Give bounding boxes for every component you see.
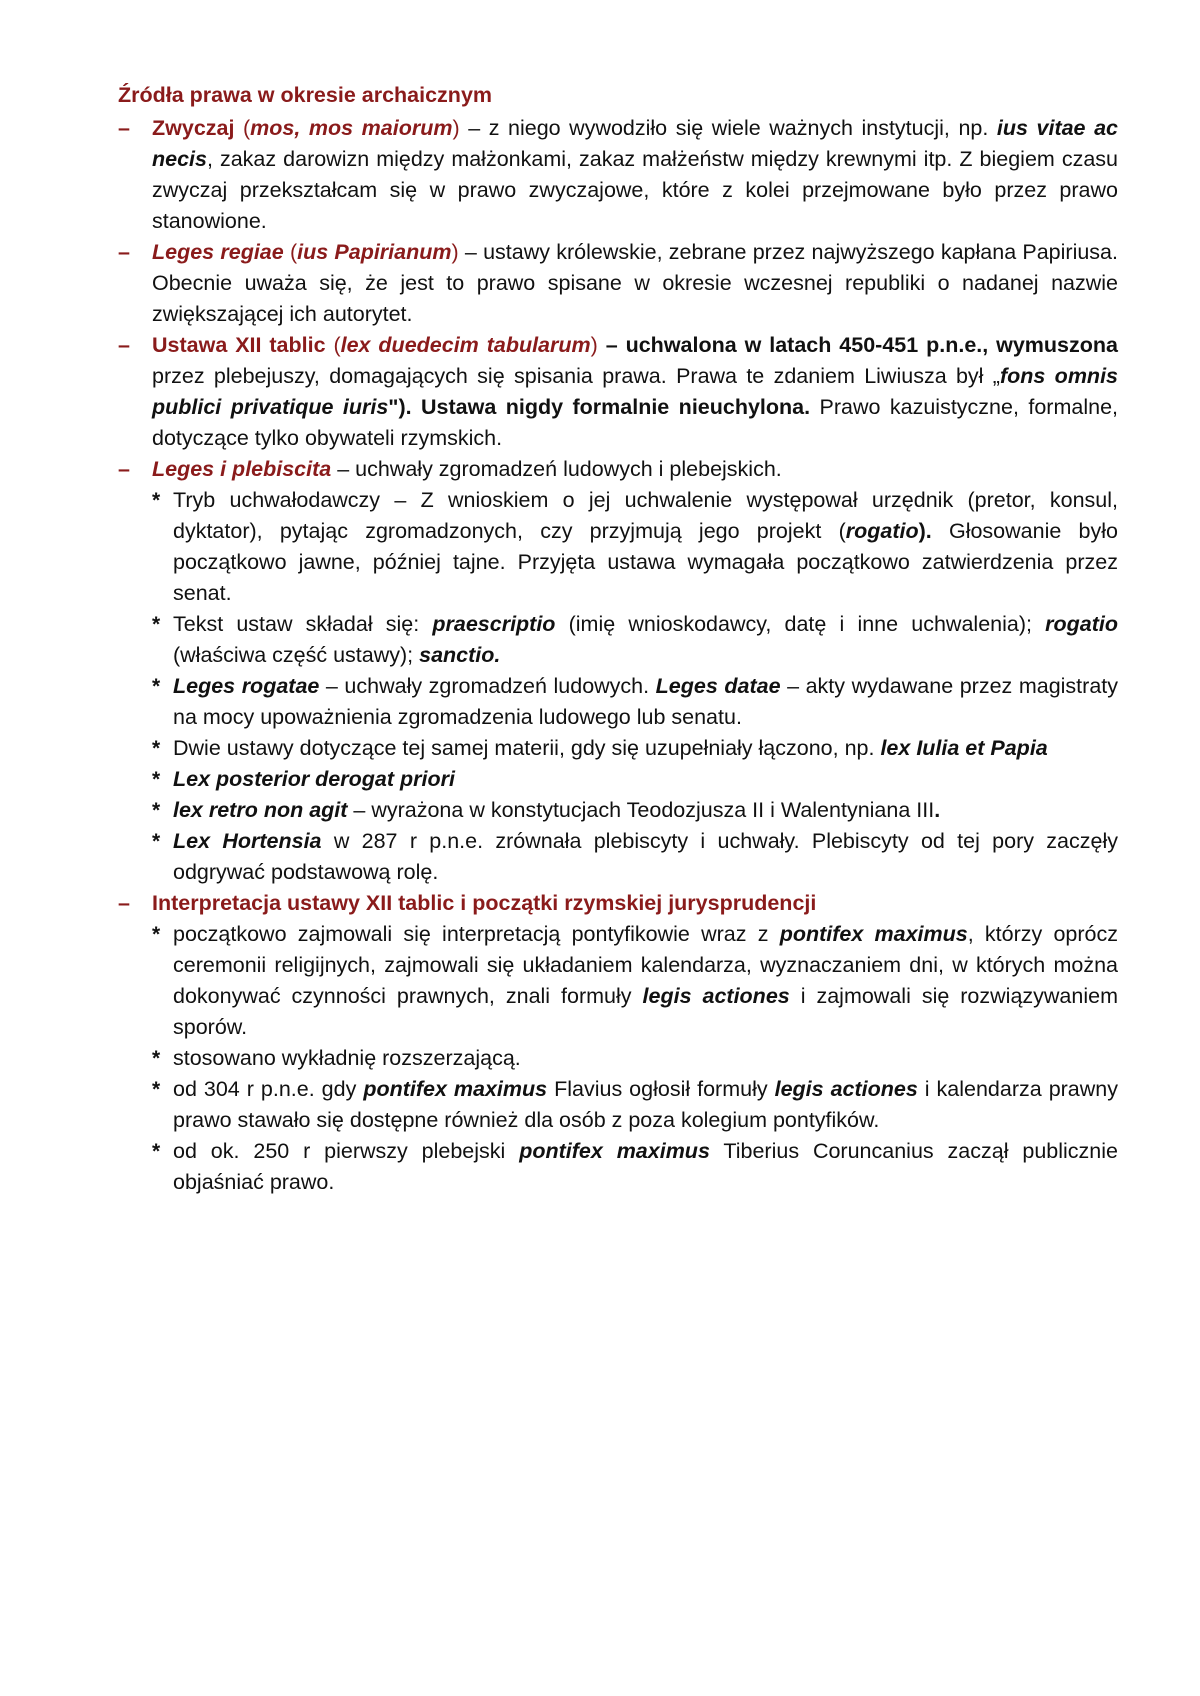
latin-term: lex duedecim tabularum: [340, 333, 591, 357]
text: (imię wnioskodawcy, datę i inne uchwalenia);: [555, 612, 1046, 636]
paragraph: [152, 237, 1118, 330]
list-item-text: [173, 826, 1118, 888]
list-item-text: [173, 733, 1118, 764]
latin-term: lex retro non agit: [173, 798, 348, 822]
latin-quote: fons omnis publici privatique iuris: [152, 364, 1118, 419]
list-item-text: [173, 1074, 1118, 1136]
section-ustawa-xii-tablic: [118, 330, 1118, 454]
latin-term: Leges datae: [655, 674, 781, 698]
paren-open: (: [325, 333, 341, 357]
star-bullet: *: [152, 675, 161, 698]
star-bullet: *: [152, 613, 161, 636]
section-body: [152, 888, 1118, 1198]
text: – akty wydawane przez magistraty na mocy upoważnienia zgromadzenia ludowego lub senatu.: [173, 674, 1118, 729]
list-item-text: [173, 1136, 1118, 1198]
list-item: [152, 609, 1118, 671]
list-item: [152, 1074, 1118, 1136]
text: Flavius ogłosił formuły: [547, 1077, 775, 1101]
latin-term: legis actiones: [774, 1077, 918, 1101]
star-bullet: *: [152, 1140, 161, 1163]
section-body: [152, 330, 1118, 454]
text: i kalendarza prawny prawo stawało się dostępne również dla osób z poza kolegium pontyfików.: [173, 1077, 1119, 1132]
section-zwyczaj: [118, 113, 1118, 237]
text: – uchwały zgromadzeń ludowych.: [319, 674, 656, 698]
text: i zajmowali się rozwiązywaniem sporów.: [173, 984, 1118, 1039]
star-bullet: *: [152, 830, 161, 853]
section-interpretacja: [118, 888, 1118, 1198]
latin-term: rogatio: [1045, 612, 1118, 636]
latin-term: mos, mos maiorum: [250, 116, 453, 140]
text: przez plebejuszy, domagających się spisania prawa. Prawa te zdaniem Liwiusza był „: [152, 364, 1000, 388]
star-bullet: *: [152, 737, 161, 760]
section-leges-i-plebiscita: [118, 454, 1118, 888]
list-item: [152, 485, 1118, 609]
list-item: [152, 919, 1118, 1043]
list-item-text: [173, 795, 1118, 826]
text: Dwie ustawy dotyczące tej samej materii, gdy się uzupełniały łączono, np.: [173, 736, 881, 760]
text: – uchwały zgromadzeń ludowych i plebejskich.: [331, 457, 782, 481]
text: Tryb uchwałodawczy – Z wnioskiem o jej uchwalenie występował urzędnik (pretor, konsul, dyktator), pytając zgromadzonych, czy przyjmują jego projekt (: [173, 488, 1118, 543]
text: ).: [918, 519, 932, 543]
list-item-text: [173, 485, 1118, 609]
dash-bullet: –: [118, 240, 130, 264]
paragraph: [152, 454, 1118, 485]
text: , którzy oprócz ceremonii religijnych, zajmowali się układaniem kalendarza, wyznaczaniem dni, w których można dokonywać czynności prawnych, znali formuły: [173, 922, 1119, 1008]
document-title: Źródła prawa w okresie archaicznym: [118, 83, 493, 107]
text: – wyrażona w konstytucjach Teodozjusza II i Walentyniana III: [347, 798, 935, 822]
list-item: [152, 733, 1118, 764]
star-bullet: *: [152, 1078, 161, 1101]
text: od 304 r p.n.e. gdy: [173, 1077, 364, 1101]
paren-close: ): [452, 116, 460, 140]
section-body: [152, 454, 1118, 888]
dash-bullet: –: [118, 457, 130, 481]
text: (właściwa część ustawy);: [173, 643, 420, 667]
text: , zakaz darowizn między małżonkami, zakaz małżeństw między krewnymi itp. Z biegiem czasu zwyczaj przekształcam się w prawo zwyczajowe, które z kolei przejmowane było przez prawo stanowione.: [152, 147, 1118, 233]
star-bullet: *: [152, 768, 161, 791]
text: – z niego wywodziło się wiele ważnych instytucji, np.: [459, 116, 997, 140]
list-item: [152, 826, 1118, 888]
list-item: [152, 764, 1118, 795]
latin-term: Lex posterior derogat priori: [173, 767, 455, 791]
latin-term: rogatio: [845, 519, 919, 543]
latin-term: praescriptio: [432, 612, 556, 636]
text: w 287 r p.n.e. zrównała plebiscyty i uchwały. Plebiscyty od tej pory zaczęły odgrywać podstawową rolę.: [173, 829, 1118, 884]
text: stosowano wykładnię rozszerzającą.: [173, 1046, 521, 1070]
star-bullet: *: [152, 923, 161, 946]
section-term: Zwyczaj: [152, 116, 235, 140]
text: Ustawa nigdy formalnie nieuchylona.: [411, 395, 811, 419]
list-item: [152, 795, 1118, 826]
dash-bullet: –: [118, 333, 130, 357]
latin-term: pontifex maximus: [779, 922, 968, 946]
text: .: [934, 798, 941, 822]
latin-term: Lex Hortensia: [173, 829, 322, 853]
paren-open: (: [234, 116, 251, 140]
text: Prawo kazuistyczne, formalne, dotyczące tylko obywateli rzymskich.: [152, 395, 1118, 450]
latin-term: sanctio.: [419, 643, 501, 667]
star-bullet: *: [152, 1047, 161, 1070]
text: Głosowanie było początkowo jawne, później tajne. Przyjęta ustawa wymagała początkowo zatwierdzenia przez senat.: [173, 519, 1118, 605]
paragraph: [152, 330, 1118, 454]
paren-close: ): [590, 333, 598, 357]
list-item-text: [173, 1043, 1118, 1074]
paragraph: [152, 113, 1118, 237]
section-body: [152, 113, 1118, 237]
star-bullet: *: [152, 489, 161, 512]
section-body: [152, 237, 1118, 330]
latin-term: Leges rogatae: [173, 674, 320, 698]
section-term: Leges i plebiscita: [152, 457, 332, 481]
latin-term: ius vitae ac necis: [152, 116, 1118, 171]
star-bullet: *: [152, 799, 161, 822]
text: ").: [388, 395, 412, 419]
list-item: [152, 1043, 1118, 1074]
paren-open: (: [283, 240, 298, 264]
latin-term: lex Iulia et Papia: [880, 736, 1048, 760]
section-term: Interpretacja ustawy XII tablic i początki rzymskiej jurysprudencji: [152, 891, 817, 915]
latin-term: legis actiones: [642, 984, 790, 1008]
list-item-text: [173, 609, 1118, 671]
paragraph: [152, 888, 1118, 919]
list-item: [152, 1136, 1118, 1198]
list-item-text: [173, 764, 1118, 795]
document-content: [118, 80, 1118, 1198]
text: Tiberius Coruncanius zaczął publicznie objaśniać prawo.: [173, 1139, 1118, 1194]
paren-close: ): [451, 240, 459, 264]
dash-bullet: –: [118, 891, 130, 915]
text: od ok. 250 r pierwszy plebejski: [173, 1139, 520, 1163]
dash-bullet: –: [118, 116, 130, 140]
latin-term: ius Papirianum: [297, 240, 452, 264]
text: – ustawy królewskie, zebrane przez najwyższego kapłana Papiriusa. Obecnie uważa się, że jest to prawo spisane w okresie wczesnej republiki o nadanej nazwie zwiększającej ich autorytet.: [152, 240, 1118, 326]
section-leges-regiae: [118, 237, 1118, 330]
text: Tekst ustaw składał się:: [173, 612, 433, 636]
latin-term: pontifex maximus: [363, 1077, 548, 1101]
text: – uchwalona w latach 450-451 p.n.e., wymuszona: [597, 333, 1118, 357]
section-term: Leges regiae: [152, 240, 284, 264]
list-item: [152, 671, 1118, 733]
latin-term: pontifex maximus: [519, 1139, 710, 1163]
text: początkowo zajmowali się interpretacją pontyfikowie wraz z: [173, 922, 780, 946]
list-item-text: [173, 671, 1118, 733]
list-item-text: [173, 919, 1118, 1043]
section-term: Ustawa XII tablic: [152, 333, 326, 357]
